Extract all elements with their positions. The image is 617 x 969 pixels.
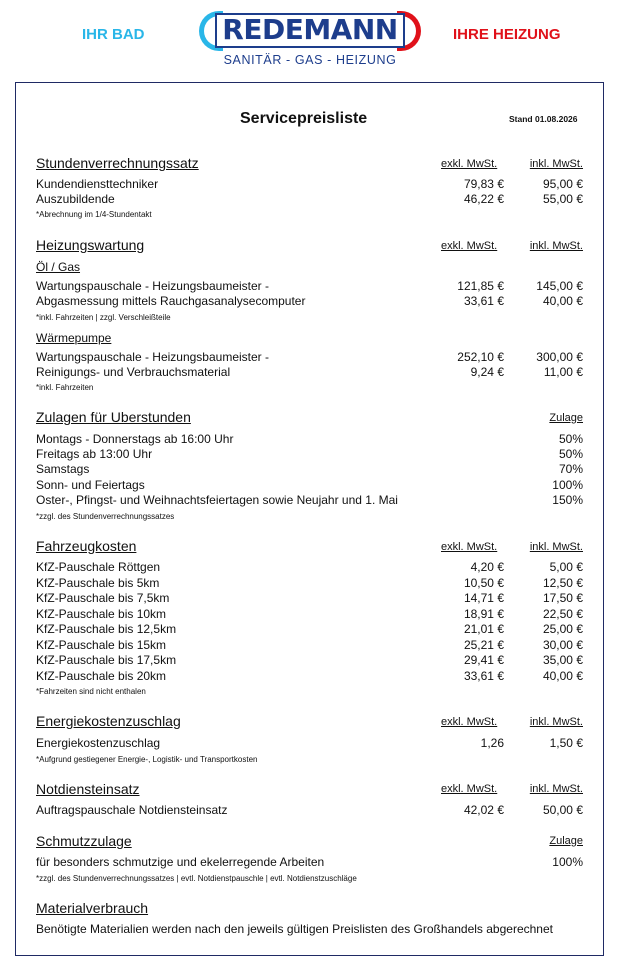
col-header-inkl: inkl. MwSt. (529, 541, 583, 553)
logo-wordmark: REDEMANN (222, 13, 398, 46)
row-exkl: 1,26 (480, 736, 504, 750)
row-inkl: 300,00 € (536, 350, 583, 364)
row-exkl: 21,01 € (463, 622, 504, 636)
row-exkl: 121,85 € (457, 279, 504, 293)
row-inkl: 17,50 € (542, 591, 583, 605)
row-label: KfZ-Pauschale bis 20km (36, 669, 167, 683)
col-header-inkl: inkl. MwSt. (529, 158, 583, 170)
col-header-exkl: exkl. MwSt. (441, 158, 498, 170)
col-header-exkl: exkl. MwSt. (441, 716, 498, 728)
row-inkl: 55,00 € (542, 192, 583, 206)
row-label: für besonders schmutzige und ekelerregende Arbeiten (36, 855, 325, 869)
row-zulage: 50% (558, 432, 583, 446)
row-inkl: 12,50 € (542, 576, 583, 590)
section-title-energie: Energiekostenzuschlag (36, 713, 181, 729)
row-inkl: 50,00 € (542, 803, 583, 817)
footnote: *Aufgrund gestiegener Energie-, Logistik- und Transportkosten (36, 755, 258, 764)
row-inkl: 22,50 € (542, 607, 583, 621)
row-inkl: 40,00 € (542, 294, 583, 308)
section-title-notdienst: Notdiensteinsatz (36, 781, 140, 797)
row-label: KfZ-Pauschale bis 12,5km (36, 622, 177, 636)
row-inkl: 145,00 € (536, 279, 583, 293)
row-zulage: 70% (558, 462, 583, 476)
col-header-exkl: exkl. MwSt. (441, 240, 498, 252)
stand-date: Stand 01.08.2026 (509, 114, 578, 124)
col-header-zulage: Zulage (549, 412, 583, 424)
col-header-exkl: exkl. MwSt. (441, 783, 498, 795)
row-inkl: 30,00 € (542, 638, 583, 652)
footnote: *zzgl. des Stundenverrechnungssatzes (36, 512, 175, 521)
row-exkl: 46,22 € (463, 192, 504, 206)
section-title-fahrzeug: Fahrzeugkosten (36, 538, 137, 554)
row-zulage: 150% (552, 493, 583, 507)
tagline-heizung: IHRE HEIZUNG (453, 26, 561, 43)
row-label: Samstags (36, 462, 90, 476)
row-exkl: 33,61 € (463, 669, 504, 683)
footnote: *zzgl. des Stundenverrechnungssatzes | evtl. Notdienstpauschle | evtl. Notdienstzuschläge (36, 874, 357, 883)
row-zulage: 50% (558, 447, 583, 461)
section-title-zulagen: Zulagen für Uberstunden (36, 409, 191, 425)
row-label: Auszubildende (36, 192, 115, 206)
material-text: Benötigte Materialien werden nach den jeweils gültigen Preislisten des Großhandels abgerechnet (36, 922, 553, 936)
row-exkl: 18,91 € (463, 607, 504, 621)
row-label: Freitags ab 13:00 Uhr (36, 447, 153, 461)
row-zulage: 100% (552, 478, 583, 492)
row-exkl: 252,10 € (457, 350, 504, 364)
row-exkl: 25,21 € (463, 638, 504, 652)
section-title-stunden: Stundenverrechnungssatz (36, 155, 199, 171)
row-label: Energiekostenzuschlag (36, 736, 161, 750)
row-label: KfZ-Pauschale bis 17,5km (36, 653, 177, 667)
row-label: KfZ-Pauschale bis 10km (36, 607, 167, 621)
row-label: KfZ-Pauschale Röttgen (36, 560, 161, 574)
col-header-inkl: inkl. MwSt. (529, 716, 583, 728)
row-exkl: 14,71 € (463, 591, 504, 605)
footnote: *inkl. Fahrzeiten | zzgl. Verschleißteile (36, 313, 171, 322)
row-exkl: 10,50 € (463, 576, 504, 590)
page-title: Servicepreisliste (240, 110, 368, 127)
row-label: Wartungspauschale - Heizungsbaumeister - (36, 350, 269, 364)
logo-subtitle: SANITÄR - GAS - HEIZUNG (223, 53, 397, 67)
col-header-inkl: inkl. MwSt. (529, 783, 583, 795)
subsection-title-waermepumpe: Wärmepumpe (36, 331, 112, 345)
row-inkl: 1,50 € (549, 736, 583, 750)
section-title-schmutz: Schmutzzulage (36, 833, 132, 849)
row-inkl: 25,00 € (542, 622, 583, 636)
row-inkl: 5,00 € (549, 560, 583, 574)
row-label: Auftragspauschale Notdiensteinsatz (36, 803, 228, 817)
row-label: KfZ-Pauschale bis 7,5km (36, 591, 170, 605)
col-header-inkl: inkl. MwSt. (529, 240, 583, 252)
col-header-exkl: exkl. MwSt. (441, 541, 498, 553)
footnote: *Fahrzeiten sind nicht enthalen (36, 687, 146, 696)
section-title-heizung: Heizungswartung (36, 237, 145, 253)
row-label: KfZ-Pauschale bis 5km (36, 576, 160, 590)
row-exkl: 79,83 € (463, 177, 504, 191)
row-label: Sonn- und Feiertags (36, 478, 145, 492)
header (0, 0, 617, 78)
footnote: *Abrechnung im 1/4-Stundentakt (36, 210, 152, 219)
row-label: KfZ-Pauschale bis 15km (36, 638, 167, 652)
row-inkl: 95,00 € (542, 177, 583, 191)
row-exkl: 29,41 € (463, 653, 504, 667)
row-inkl: 40,00 € (542, 669, 583, 683)
row-label: Reinigungs- und Verbrauchsmaterial (36, 365, 231, 379)
row-label: Wartungspauschale - Heizungsbaumeister - (36, 279, 269, 293)
row-zulage: 100% (552, 855, 583, 869)
row-label: Montags - Donnerstags ab 16:00 Uhr (36, 432, 234, 446)
row-inkl: 35,00 € (542, 653, 583, 667)
row-exkl: 4,20 € (470, 560, 504, 574)
section-title-material: Materialverbrauch (36, 900, 149, 916)
row-exkl: 33,61 € (463, 294, 504, 308)
subsection-title-oel: Öl / Gas (36, 260, 81, 274)
row-exkl: 42,02 € (463, 803, 504, 817)
col-header-zulage: Zulage (549, 835, 583, 847)
row-inkl: 11,00 € (543, 365, 583, 379)
row-label: Abgasmessung mittels Rauchgasanalysecomputer (36, 294, 306, 308)
tagline-bad: IHR BAD (82, 26, 145, 43)
footnote: *inkl. Fahrzeiten (36, 383, 94, 392)
row-label: Kundendiensttechniker (36, 177, 159, 191)
row-label: Oster-, Pfingst- und Weihnachtsfeiertagen sowie Neujahr und 1. Mai (36, 493, 398, 507)
row-exkl: 9,24 € (470, 365, 504, 379)
redemann-logo (199, 11, 421, 71)
